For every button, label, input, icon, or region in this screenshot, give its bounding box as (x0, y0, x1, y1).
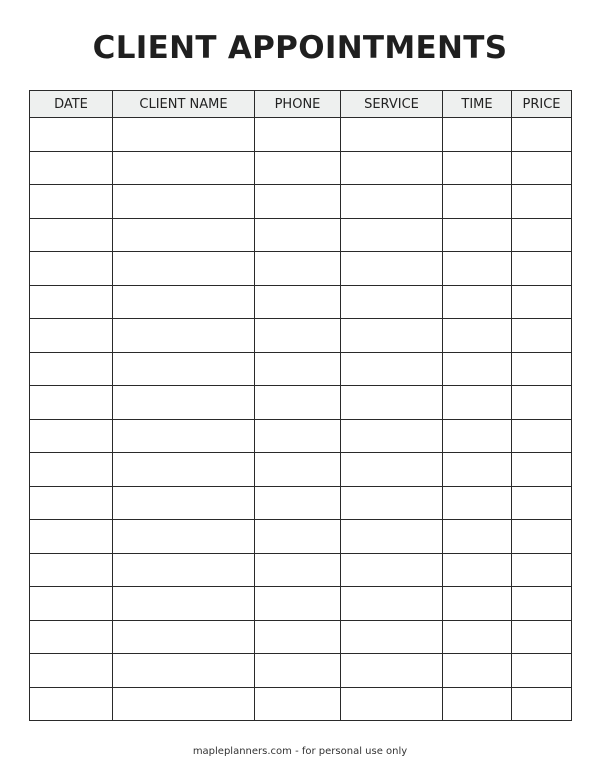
date-cell[interactable] (30, 352, 113, 386)
time-cell[interactable] (443, 151, 512, 185)
client-name-cell[interactable] (113, 352, 255, 386)
date-cell[interactable] (30, 319, 113, 353)
client-name-cell[interactable] (113, 218, 255, 252)
date-cell[interactable] (30, 453, 113, 487)
price-cell[interactable] (512, 151, 572, 185)
table-row (30, 185, 572, 219)
phone-cell[interactable] (255, 185, 341, 219)
table-body (30, 118, 572, 721)
price-cell[interactable] (512, 587, 572, 621)
price-cell[interactable] (512, 620, 572, 654)
phone-cell[interactable] (255, 687, 341, 721)
service-cell[interactable] (341, 118, 443, 152)
column-header-time: TIME (443, 91, 512, 118)
client-name-cell[interactable] (113, 654, 255, 688)
table-row (30, 386, 572, 420)
client-name-cell[interactable] (113, 386, 255, 420)
client-name-cell[interactable] (113, 319, 255, 353)
service-cell[interactable] (341, 252, 443, 286)
phone-cell[interactable] (255, 453, 341, 487)
phone-cell[interactable] (255, 118, 341, 152)
time-cell[interactable] (443, 386, 512, 420)
date-cell[interactable] (30, 252, 113, 286)
date-cell[interactable] (30, 687, 113, 721)
column-header-service: SERVICE (341, 91, 443, 118)
page-title: CLIENT APPOINTMENTS (92, 30, 508, 66)
phone-cell[interactable] (255, 620, 341, 654)
table-row (30, 486, 572, 520)
time-cell[interactable] (443, 687, 512, 721)
date-cell[interactable] (30, 520, 113, 554)
client-name-cell[interactable] (113, 118, 255, 152)
phone-cell[interactable] (255, 520, 341, 554)
client-name-cell[interactable] (113, 520, 255, 554)
client-name-cell[interactable] (113, 285, 255, 319)
time-cell[interactable] (443, 419, 512, 453)
time-cell[interactable] (443, 218, 512, 252)
client-name-cell[interactable] (113, 587, 255, 621)
service-cell[interactable] (341, 386, 443, 420)
table-row (30, 553, 572, 587)
date-cell[interactable] (30, 218, 113, 252)
phone-cell[interactable] (255, 419, 341, 453)
service-cell[interactable] (341, 587, 443, 621)
service-cell[interactable] (341, 185, 443, 219)
phone-cell[interactable] (255, 386, 341, 420)
date-cell[interactable] (30, 285, 113, 319)
table-row (30, 520, 572, 554)
time-cell[interactable] (443, 654, 512, 688)
date-cell[interactable] (30, 118, 113, 152)
date-cell[interactable] (30, 654, 113, 688)
time-cell[interactable] (443, 319, 512, 353)
price-cell[interactable] (512, 654, 572, 688)
time-cell[interactable] (443, 352, 512, 386)
phone-cell[interactable] (255, 151, 341, 185)
service-cell[interactable] (341, 553, 443, 587)
phone-cell[interactable] (255, 252, 341, 286)
client-name-cell[interactable] (113, 620, 255, 654)
date-cell[interactable] (30, 185, 113, 219)
time-cell[interactable] (443, 252, 512, 286)
phone-cell[interactable] (255, 553, 341, 587)
table-header-row (30, 91, 572, 118)
phone-cell[interactable] (255, 352, 341, 386)
time-cell[interactable] (443, 553, 512, 587)
service-cell[interactable] (341, 620, 443, 654)
time-cell[interactable] (443, 185, 512, 219)
phone-cell[interactable] (255, 486, 341, 520)
table-row (30, 285, 572, 319)
price-cell[interactable] (512, 218, 572, 252)
price-cell[interactable] (512, 419, 572, 453)
service-cell[interactable] (341, 218, 443, 252)
column-header-client-name: CLIENT NAME (113, 91, 255, 118)
service-cell[interactable] (341, 352, 443, 386)
service-cell[interactable] (341, 419, 443, 453)
table-row (30, 687, 572, 721)
price-cell[interactable] (512, 520, 572, 554)
price-cell[interactable] (512, 319, 572, 353)
client-name-cell[interactable] (113, 185, 255, 219)
date-cell[interactable] (30, 151, 113, 185)
table-row (30, 453, 572, 487)
phone-cell[interactable] (255, 654, 341, 688)
price-cell[interactable] (512, 553, 572, 587)
price-cell[interactable] (512, 118, 572, 152)
client-name-cell[interactable] (113, 453, 255, 487)
price-cell[interactable] (512, 252, 572, 286)
time-cell[interactable] (443, 486, 512, 520)
service-cell[interactable] (341, 687, 443, 721)
client-name-cell[interactable] (113, 252, 255, 286)
client-name-cell[interactable] (113, 419, 255, 453)
footer-note: mapleplanners.com - for personal use only (192, 746, 408, 757)
table-row (30, 319, 572, 353)
table-row (30, 151, 572, 185)
date-cell[interactable] (30, 553, 113, 587)
service-cell[interactable] (341, 285, 443, 319)
client-name-cell[interactable] (113, 486, 255, 520)
table-row (30, 654, 572, 688)
table-row (30, 252, 572, 286)
time-cell[interactable] (443, 620, 512, 654)
table-row (30, 218, 572, 252)
date-cell[interactable] (30, 419, 113, 453)
price-cell[interactable] (512, 486, 572, 520)
time-cell[interactable] (443, 118, 512, 152)
table-row (30, 620, 572, 654)
service-cell[interactable] (341, 151, 443, 185)
service-cell[interactable] (341, 453, 443, 487)
client-name-cell[interactable] (113, 151, 255, 185)
time-cell[interactable] (443, 587, 512, 621)
column-header-price: PRICE (512, 91, 572, 118)
phone-cell[interactable] (255, 285, 341, 319)
client-name-cell[interactable] (113, 687, 255, 721)
table-row (30, 587, 572, 621)
date-cell[interactable] (30, 386, 113, 420)
phone-cell[interactable] (255, 319, 341, 353)
phone-cell[interactable] (255, 218, 341, 252)
price-cell[interactable] (512, 285, 572, 319)
date-cell[interactable] (30, 620, 113, 654)
price-cell[interactable] (512, 386, 572, 420)
service-cell[interactable] (341, 486, 443, 520)
table-row (30, 118, 572, 152)
price-cell[interactable] (512, 453, 572, 487)
time-cell[interactable] (443, 285, 512, 319)
time-cell[interactable] (443, 520, 512, 554)
appointments-table (29, 90, 572, 721)
date-cell[interactable] (30, 587, 113, 621)
date-cell[interactable] (30, 486, 113, 520)
column-header-date: DATE (30, 91, 113, 118)
time-cell[interactable] (443, 453, 512, 487)
price-cell[interactable] (512, 687, 572, 721)
price-cell[interactable] (512, 352, 572, 386)
service-cell[interactable] (341, 520, 443, 554)
column-header-phone: PHONE (255, 91, 341, 118)
service-cell[interactable] (341, 319, 443, 353)
phone-cell[interactable] (255, 587, 341, 621)
table-row (30, 419, 572, 453)
client-name-cell[interactable] (113, 553, 255, 587)
price-cell[interactable] (512, 185, 572, 219)
service-cell[interactable] (341, 654, 443, 688)
table-row (30, 352, 572, 386)
